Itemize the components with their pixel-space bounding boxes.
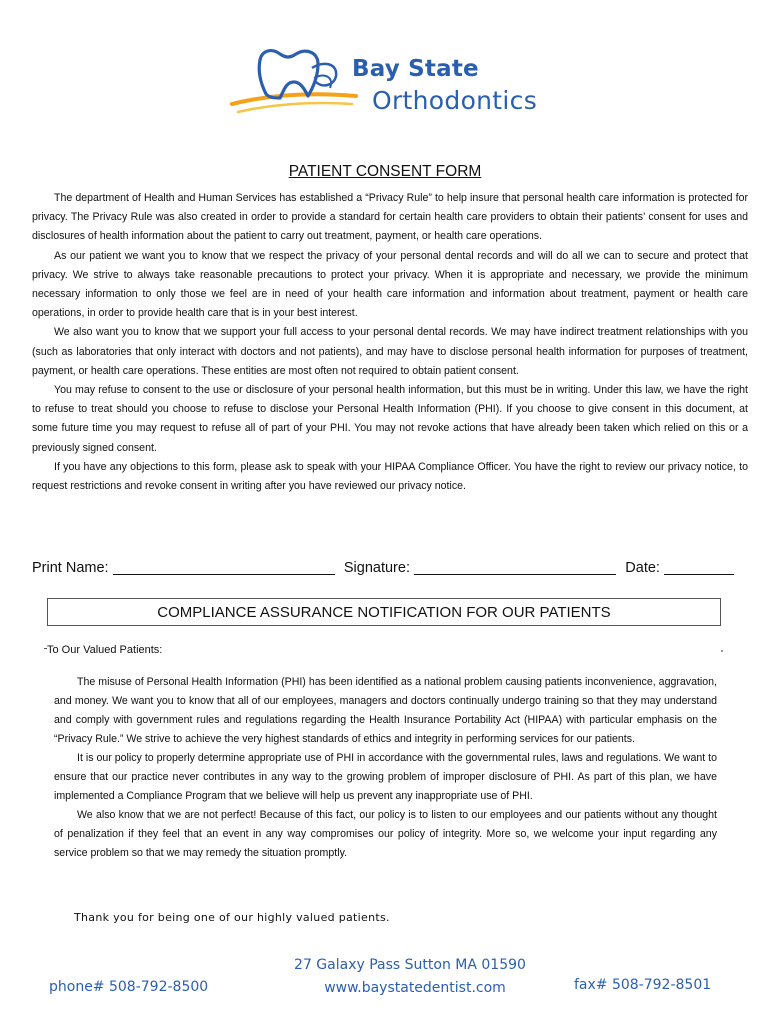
notice-title: COMPLIANCE ASSURANCE NOTIFICATION FOR OUR PATIENTS	[157, 604, 611, 621]
print-name-blank[interactable]	[113, 574, 335, 575]
brand-name: Bay State	[352, 56, 479, 82]
signature-blank[interactable]	[414, 574, 616, 575]
signature-label: Signature:	[343, 560, 410, 576]
salutation: To Our Valued Patients:	[47, 644, 163, 656]
date-label: Date:	[625, 560, 660, 576]
consent-paragraph: As our patient we want you to know that we respect the privacy of your personal dental records and will do all we can to secure and protect that privacy. We strive to always take reasonable precautions to protect your privacy. When it is appropriate and necessary, we provide the minimum necessary information to only those we feel are in need of your health care information and information about treatment, payment or health care operations, in order to provide health care that is in your best interest.	[32, 249, 748, 320]
print-name-label: Print Name:	[32, 560, 109, 576]
consent-paragraph: The department of Health and Human Services has established a “Privacy Rule” to help insure that personal health care information is protected for privacy. The Privacy Rule was also created in order to provide a standard for certain health care providers to obtain their patients’ consent for uses and disclosures of health information about the patient to carry out treatment, payment, or health care operations.	[32, 192, 748, 243]
notice-paragraph: It is our policy to properly determine appropriate use of PHI in accordance with the governmental rules, laws and regulations. We want to ensure that our practice never contributes in any way to the growing problem of improper disclosure of PHI. As part of this plan, we have implemented a Compliance Program that we believe will help us prevent any inappropriate use of PHI.	[54, 752, 717, 802]
print-name-field[interactable]	[32, 560, 335, 576]
practice-logo	[228, 42, 578, 122]
divider	[721, 650, 723, 652]
signature-row	[32, 560, 734, 576]
consent-body	[32, 189, 748, 496]
notice-body	[54, 673, 717, 863]
consent-paragraph: If you have any objections to this form, please ask to speak with your HIPAA Compliance Officer. You have the right to review our privacy notice, to request restrictions and revoke consent in writing after you have reviewed our privacy notice.	[32, 460, 748, 493]
brand-subtitle: Orthodontics	[372, 86, 538, 115]
footer-website-link[interactable]: www.baystatedentist.com	[324, 980, 506, 996]
thank-you-note: Thank you for being one of our highly valued patients.	[74, 911, 390, 924]
date-blank[interactable]	[664, 574, 734, 575]
signature-field[interactable]	[344, 560, 616, 576]
notice-paragraph: We also know that we are not perfect! Because of this fact, our policy is to listen to our employees and our patients without any thought of penalization if they feel that an event in any way compromises our policy of integrity. More so, we welcome your input regarding any service problem so that we may remedy the situation promptly.	[54, 809, 717, 859]
notice-paragraph: The misuse of Personal Health Information (PHI) has been identified as a national problem causing patients inconvenience, aggravation, and money. We want you to know that all of our employees, managers and doctors continually undergo training so that they may understand and comply with government rules and regulations regarding the Health Insurance Portability Act (HIPAA) with particular emphasis on the “Privacy Rule.” We strive to achieve the very highest standards of ethics and integrity in performing services for our patients.	[54, 676, 717, 745]
form-title: PATIENT CONSENT FORM	[288, 163, 482, 180]
tooth-logo-icon	[228, 42, 358, 122]
consent-paragraph: We also want you to know that we support your full access to your personal dental records. We may have indirect treatment relationships with you (such as laboratories that only interact with doctors and not patients), and may have to disclose personal health information for purposes of treatment, payment, or health care operations. These entities are most often not required to obtain patient consent.	[32, 326, 748, 377]
footer-address: 27 Galaxy Pass Sutton MA 01590	[294, 957, 526, 973]
notice-title-box	[47, 598, 721, 626]
footer-phone: phone# 508-792-8500	[49, 979, 209, 995]
consent-paragraph: You may refuse to consent to the use or disclosure of your personal health information, but this must be in writing. Under this law, we have the right to refuse to treat should you choose to refuse to disclose your Personal Health Information (PHI). If you choose to give consent in this document, at some future time you may request to refuse all of part of your PHI. You may not revoke actions that have already been taken which relied on this or a previously signed consent.	[32, 384, 748, 454]
date-field[interactable]	[625, 560, 734, 576]
footer-fax: fax# 508-792-8501	[574, 977, 712, 993]
